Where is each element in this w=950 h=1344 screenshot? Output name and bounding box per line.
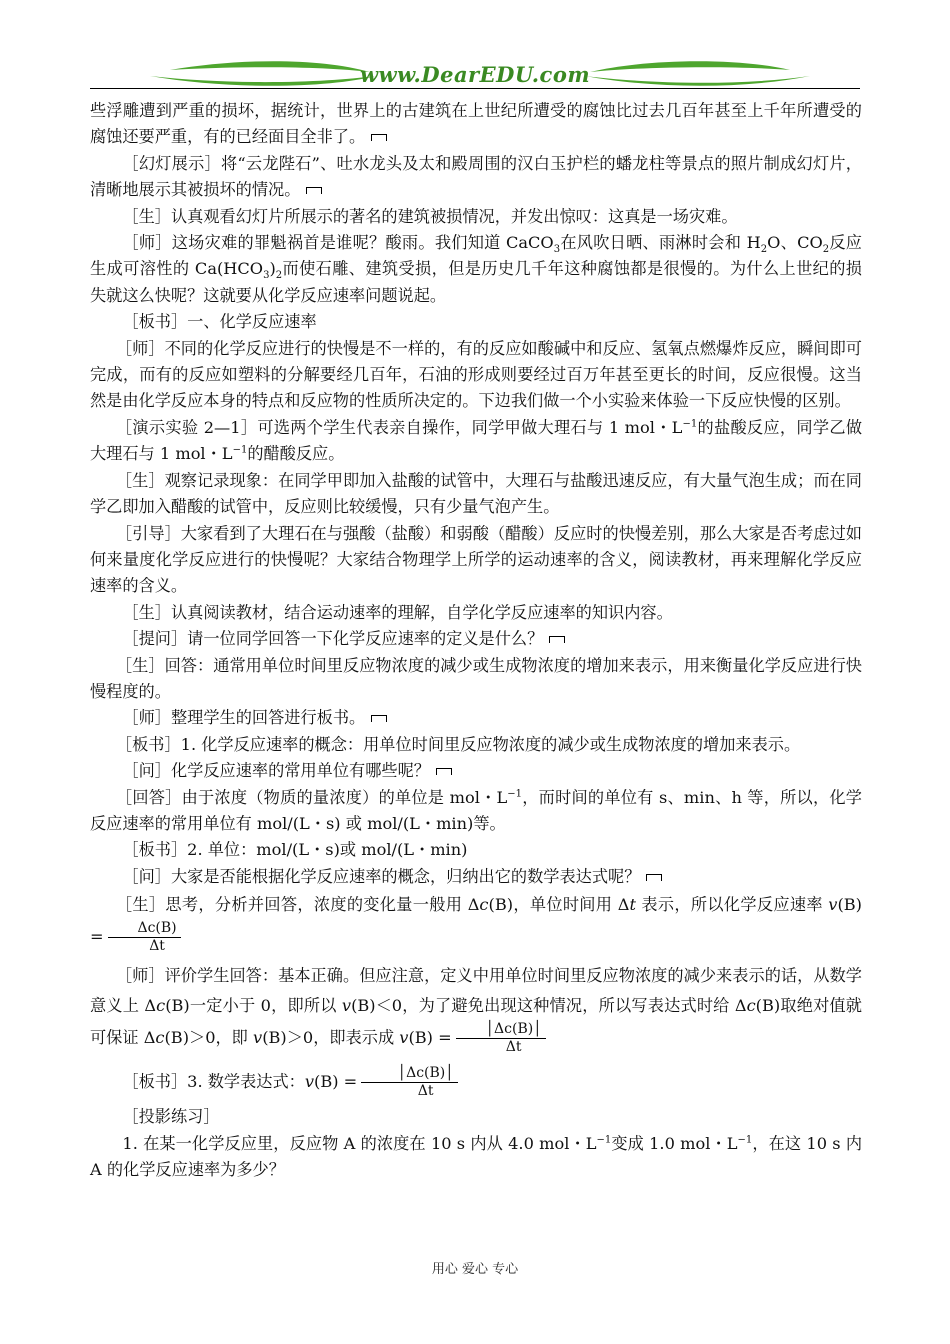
fraction-numerator: │Δc(B)│ [361, 1065, 457, 1083]
paragraph [90, 626, 862, 652]
subscript: 3 [263, 270, 270, 282]
text: c [156, 996, 166, 1016]
text: ［师］这场灾难的罪魁祸首是谁呢？酸雨。我们知道 CaCO [122, 233, 554, 253]
paragraph [90, 98, 862, 151]
site-logo: www.DearEDU.com [359, 62, 591, 87]
subscript: 2 [760, 244, 768, 256]
text: (B)＞0，即表示成 [262, 1028, 400, 1048]
paragraph: ［师］不同的化学反应进行的快慢是不一样的，有的反应如酸碱中和反应、氢氧点燃爆炸反应，瞬间即可完成，而有的反应如塑料的分解要经几百年，石油的形成则要经过百万年甚至更长的时间，反应很慢。这当然是由化学反应本身的特点和反应物的性质所决定的。下边我们做一个小实验来体验一下反应快慢的区别。 [90, 338, 862, 411]
text: ，在这 10 s 内 A 的化学反应速率为多少？ [90, 1133, 863, 1179]
page-footer: 用心 爱心 专心 [431, 1262, 519, 1277]
text: (B)一定小于 0，即所以 [165, 996, 342, 1016]
text: c [479, 895, 489, 915]
paragraph: ［板书］2. 单位：mol/(L・s)或 mol/(L・min) [122, 840, 468, 860]
text: ，而时间的单位有 s、min、h 等，所以，化学反应速率的常用单位有 mol/(L・s) 或 mol/(L・min)等。 [90, 787, 862, 833]
text: 变成 1.0 mol・L [611, 1133, 738, 1153]
return-mark-icon [371, 134, 387, 141]
text: v [304, 1072, 315, 1092]
fraction-denominator: Δt [149, 938, 165, 955]
text: 些浮雕遭到严重的损坏，据统计，世界上的古建筑在上世纪所遭受的腐蚀比过去几百年甚至上千年所遭受的腐蚀还要严重，有的已经面目全非了。 [90, 101, 862, 147]
text: 1. 在某一化学反应里，反应物 A 的浓度在 10 s 内从 4.0 mol・L [122, 1133, 597, 1153]
superscript: −1 [596, 1134, 612, 1146]
paragraph: ［生］认真阅读教材，结合运动速率的理解，自学化学反应速率的知识内容。 [122, 602, 673, 622]
paragraph: ［生］认真观看幻灯片所展示的著名的建筑被损情况，并发出惊叹：这真是一场灾难。 [122, 206, 738, 226]
text: ［回答］由于浓度（物质的量浓度）的单位是 mol・L [115, 787, 508, 807]
superscript: −1 [232, 444, 248, 456]
paragraph: ［投影练习］ [122, 1107, 220, 1127]
text: ) [269, 259, 276, 279]
text: (B) = [90, 895, 862, 947]
text: (B)，单位时间用 Δ [488, 895, 630, 915]
board-formula-fraction [361, 1065, 457, 1100]
fraction-denominator: Δt [505, 1039, 522, 1056]
paragraph [90, 230, 862, 309]
subscript: 2 [822, 244, 830, 256]
text: v [828, 895, 838, 915]
paragraph [90, 1060, 862, 1104]
fraction-numerator: │Δc(B)│ [456, 1021, 546, 1039]
header-rule [90, 88, 860, 89]
subscript: 3 [553, 244, 561, 256]
abs-rate-formula-fraction [456, 1021, 546, 1056]
paragraph [90, 758, 862, 784]
text: ［师］评价学生回答：基本正确。但应注意，定义中用单位时间里反应物浓度的减少来表示的话，从数学意义上 Δ [90, 966, 862, 1016]
text: (B) = [408, 1028, 452, 1048]
return-mark-icon [371, 715, 387, 722]
text: ［师］整理学生的回答进行板书。 [122, 708, 366, 728]
text: 的醋酸反应。 [247, 444, 345, 464]
text: ［提问］请一位同学回答一下化学反应速率的定义是什么？ [122, 629, 544, 649]
text: 的盐酸反应，同学乙做大理石与 1 mol・L [90, 417, 863, 464]
text: ［幻灯展示］将“云龙陛石”、吐水龙头及太和殿周围的汉白玉护栏的蟠龙柱等景点的照片制成幻灯片，清晰地展示其被损坏的情况。 [90, 153, 862, 200]
text: ［生］思考，分析并回答，浓度的变化量一般用 Δ [115, 895, 480, 915]
return-mark-icon [646, 874, 662, 881]
paragraph: ［生］观察记录现象：在同学甲即加入盐酸的试管中，大理石与盐酸迅速反应，有大量气泡生成；而在同学乙即加入醋酸的试管中，反应则比较缓慢，只有少量气泡产生。 [90, 470, 862, 517]
fraction-numerator: Δc(B) [108, 920, 181, 938]
text: ［演示实验 2—1］可选两个学生代表亲自操作，同学甲做大理石与 1 mol・L [115, 417, 683, 437]
text: O、CO [767, 233, 823, 253]
text: c [155, 1028, 165, 1048]
text: ［问］化学反应速率的常用单位有哪些呢？ [122, 761, 430, 781]
text: v [253, 1028, 263, 1048]
text: (B)＜0，为了避免出现这种情况，所以写表达式时给 Δ [351, 996, 747, 1016]
superscript: −1 [682, 418, 698, 430]
paragraph [90, 705, 862, 731]
return-mark-icon [549, 636, 565, 643]
superscript: −1 [507, 788, 523, 800]
paragraph [90, 785, 862, 838]
paragraph: ［板书］1. 化学反应速率的概念：用单位时间里反应物浓度的减少或生成物浓度的增加来表示。 [115, 734, 801, 754]
superscript: −1 [737, 1134, 753, 1146]
text: t [629, 895, 636, 915]
subscript: 2 [275, 270, 283, 282]
text: ［问］大家是否能根据化学反应速率的概念，归纳出它的数学表达式呢？ [122, 866, 641, 886]
return-mark-icon [436, 768, 452, 775]
paragraph [90, 415, 862, 468]
paragraph: ［板书］一、化学反应速率 [122, 312, 317, 332]
text: 而使石雕、建筑受损，但是历史几千年这种腐蚀都是很慢的。为什么上世纪的损失就这么快呢？这就要从化学反应速率问题说起。 [90, 259, 862, 305]
document-body [90, 98, 862, 1183]
rate-formula-fraction [108, 920, 181, 955]
fraction-denominator: Δt [417, 1083, 434, 1100]
paragraph [90, 151, 862, 204]
header-banner [90, 52, 860, 92]
text: (B)取绝对值就可保证 Δ [90, 996, 862, 1048]
text: 在风吹日晒、雨淋时会和 H [560, 233, 761, 253]
return-mark-icon [306, 187, 322, 194]
text: ［板书］3. 数学表达式： [122, 1072, 305, 1092]
text: v [399, 1028, 409, 1048]
text: v [341, 996, 352, 1016]
paragraph: ［引导］大家看到了大理石在与强酸（盐酸）和弱酸（醋酸）反应时的快慢差别，那么大家是否考虑过如何来量度化学反应进行的快慢呢？大家结合物理学上所学的运动速率的含义，阅读教材，再来理解化学反应速率的含义。 [90, 523, 862, 596]
text: (B) = [314, 1072, 358, 1092]
paragraph: ［生］回答：通常用单位时间里反应物浓度的减少或生成物浓度的增加来表示，用来衡量化学反应进行快慢程度的。 [90, 655, 862, 701]
paragraph [90, 1131, 862, 1184]
text: (B)＞0，即 [164, 1028, 254, 1048]
text: 反应生成可溶性的 Ca(HCO [90, 233, 862, 279]
paragraph [90, 864, 862, 890]
text: 表示，所以化学反应速率 [635, 895, 829, 915]
paragraph [90, 961, 862, 1056]
text: c [746, 996, 756, 1016]
paragraph [90, 890, 862, 955]
